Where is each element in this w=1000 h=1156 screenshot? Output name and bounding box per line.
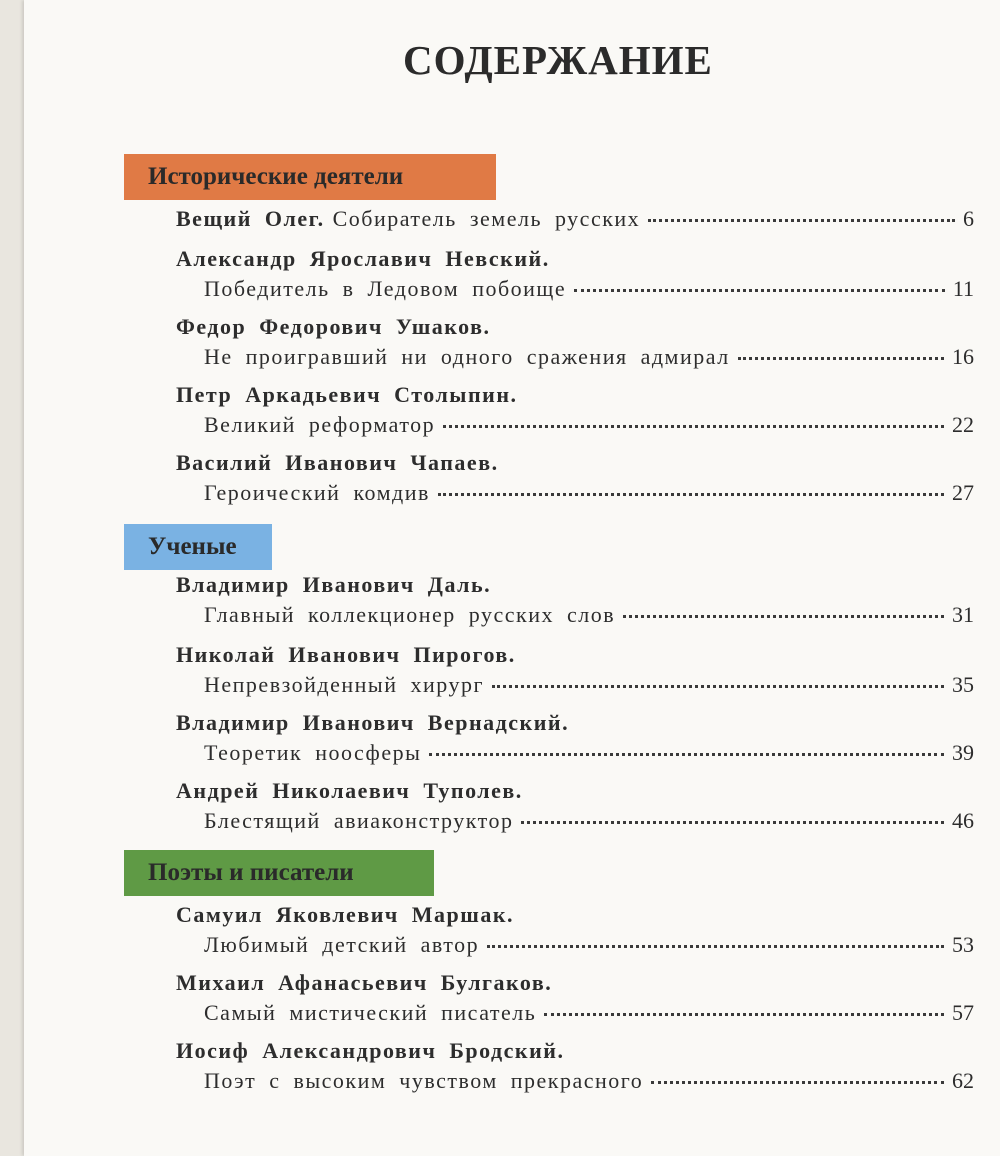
toc-entry-page: 57 — [952, 1000, 974, 1025]
toc-entry-title: Великий реформатор — [204, 412, 436, 437]
toc-entry-title: Не проигравший ни одного сражения адмирал — [204, 344, 730, 369]
toc-entry-title: Победитель в Ледовом побоище — [204, 276, 567, 301]
toc-entry-title: Блестящий авиаконструктор — [204, 808, 514, 833]
toc-entry-page: 46 — [952, 808, 974, 833]
toc-entry-page: 27 — [952, 480, 974, 505]
toc-entry-title: Поэт с высоким чувством прекрасного — [204, 1068, 644, 1093]
toc-entry-author: Вещий Олег. — [176, 206, 325, 231]
dot-leader — [651, 1081, 944, 1084]
toc-entry-title: Самый мистический писатель — [204, 1000, 537, 1025]
toc-author: Николай Иванович Пирогов. — [176, 642, 516, 667]
dot-leader — [443, 425, 944, 428]
toc-author: Александр Ярославич Невский. — [176, 246, 550, 271]
section-label-text: Поэты и писатели — [148, 859, 354, 886]
toc-entry-page: 35 — [952, 672, 974, 697]
toc-entry-page: 11 — [952, 276, 974, 301]
toc-entry-page: 16 — [952, 344, 974, 369]
toc-author: Иосиф Александрович Бродский. — [176, 1038, 565, 1063]
toc-entry-title: Главный коллекционер русских слов — [204, 602, 616, 627]
toc-author: Андрей Николаевич Туполев. — [176, 778, 523, 803]
section-label-historical — [124, 154, 496, 200]
dot-leader — [574, 289, 945, 292]
dot-leader — [623, 615, 944, 618]
toc-entry[interactable] — [204, 344, 974, 376]
dot-leader — [429, 753, 944, 756]
dot-leader — [738, 357, 944, 360]
toc-author: Михаил Афанасьевич Булгаков. — [176, 970, 553, 995]
toc-entry[interactable] — [204, 740, 974, 772]
toc-entry[interactable] — [204, 932, 974, 964]
toc-author: Василий Иванович Чапаев. — [176, 450, 499, 475]
section-label-text: Ученые — [148, 533, 237, 560]
toc-author: Владимир Иванович Вернадский. — [176, 710, 570, 735]
toc-entry-title: Героический комдив — [204, 480, 430, 505]
page-edge — [0, 0, 24, 1156]
toc-entry-page: 6 — [963, 206, 974, 231]
toc-entry-title: Непревзойденный хирург — [204, 672, 484, 697]
toc-entry[interactable] — [204, 1000, 974, 1032]
dot-leader — [544, 1013, 944, 1016]
toc-entry-page: 22 — [952, 412, 974, 437]
toc-entry[interactable] — [204, 412, 974, 444]
toc-entry[interactable] — [204, 602, 974, 634]
toc-entry[interactable] — [204, 480, 974, 512]
toc-entry-page: 31 — [952, 602, 974, 627]
toc-entry-page: 62 — [952, 1068, 974, 1093]
dot-leader — [492, 685, 944, 688]
toc-entry[interactable] — [204, 1068, 974, 1100]
toc-entry[interactable] — [204, 808, 974, 840]
toc-entry[interactable] — [204, 276, 974, 308]
dot-leader — [521, 821, 944, 824]
toc-author: Владимир Иванович Даль. — [176, 572, 492, 597]
toc-entry[interactable] — [204, 672, 974, 704]
toc-author: Федор Федорович Ушаков. — [176, 314, 491, 339]
section-label-writers — [124, 850, 434, 896]
toc-entry-page: 53 — [952, 932, 974, 957]
toc-entry-title: Собиратель земель русских — [332, 206, 641, 231]
section-label-text: Исторические деятели — [148, 163, 404, 190]
dot-leader — [438, 493, 944, 496]
dot-leader — [487, 945, 944, 948]
dot-leader — [648, 219, 955, 222]
page-title: СОДЕРЖАНИЕ — [403, 37, 713, 83]
section-label-scientists — [124, 524, 272, 570]
toc-entry-title: Теоретик ноосферы — [204, 740, 422, 765]
toc-author: Петр Аркадьевич Столыпин. — [176, 382, 518, 407]
toc-entry-title: Любимый детский автор — [204, 932, 480, 957]
toc-entry-page: 39 — [952, 740, 974, 765]
toc-author: Самуил Яковлевич Маршак. — [176, 902, 515, 927]
toc-entry[interactable] — [176, 206, 974, 238]
